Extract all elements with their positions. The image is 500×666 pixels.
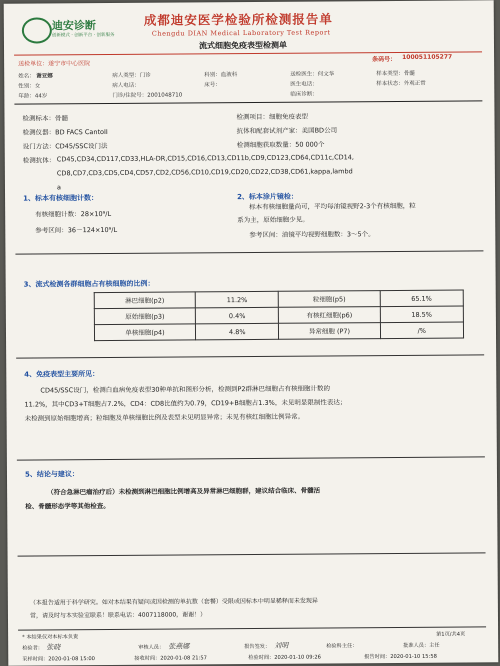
cells-acquired: 检测细胞获取数量：50 000个 (236, 140, 325, 150)
finding-line2: 11.2%，其中CD3+T细胞占7.2%，CD4：CD8比值约为0.79，CD19+B细胞占1.3%，未见明显限制性表达； (24, 398, 347, 409)
hospital: 送检单位：遂宁市中心医院 (18, 60, 91, 68)
divider-4 (18, 552, 486, 556)
reviewer-signature: 张燕娜 (168, 642, 190, 651)
report-subtitle: 流式细胞免疫表型检测单 (198, 40, 288, 51)
section1-title: 1、标本有核细胞计数： (23, 194, 98, 203)
barcode-label: 条码号： (372, 55, 397, 64)
divider-3 (17, 456, 485, 460)
divider-1 (15, 250, 483, 254)
test-instrument: 检测仪器：BD FACS CantoII (22, 127, 108, 137)
brand-logo (22, 15, 132, 44)
department: 科别：血液科 (204, 72, 238, 79)
table-cell: 原始细胞(p3) (94, 308, 195, 325)
smear-line2: 系为主，原始细胞少见。 (237, 215, 309, 225)
disclaimer-line1: （本报告适用于科学研究。如对本结果有疑问或因检测的单抗数（套餐）受限或因标本中明显稀释而未发现异 (29, 597, 318, 607)
brand-logo-mark (22, 17, 52, 43)
table-cell: 65.1% (380, 290, 464, 307)
table-cell: 0.4% (195, 307, 279, 324)
approver-label: 报告签发： (244, 643, 271, 651)
lab-director: 检验科主任： (326, 643, 358, 650)
brand-name: 迪安诊断 (51, 19, 96, 33)
conclusion-line1: （符合急淋巴瘤治疗后）未检测到淋巴细胞比例增高及异常淋巴细胞群，建议结合临床、骨髓活 (47, 486, 321, 497)
report-paper (4, 0, 499, 665)
clinical-diagnosis: 临床诊断： (290, 91, 318, 98)
table-row (94, 322, 463, 341)
section3-title: 3、流式检测各群细胞占有核细胞的比例： (23, 279, 155, 289)
bed-no: 床号： (204, 82, 221, 89)
brand-slogan: 创新模式 · 创新平台 · 创新服务 (51, 32, 115, 39)
test-time: 检验时间：2020-01-10 09:26 (248, 654, 321, 662)
name-label: 姓名： (18, 73, 35, 80)
table-cell: 淋巴细胞(p2) (94, 292, 195, 309)
test-sample: 检测标本：骨髓 (22, 114, 69, 123)
section4-title: 4、免疫表型主要所见： (24, 370, 100, 379)
divider-2 (16, 354, 484, 358)
markers-line1: CD45,CD34,CD117,CD33,HLA-DR,CD15,CD16,CD13,CD11b,CD9,CD123,CD64,CD11c,CD14, (56, 153, 354, 164)
barcode-value: 100051105277 (402, 53, 453, 61)
report-time: 报告时间：2020-01-10 15:58 (364, 653, 437, 661)
report-title-en: Chengdu DIAN Medical Laboratory Test Report (151, 28, 331, 38)
section2-title: 2、标本涂片镜检： (237, 192, 298, 202)
table-cell: 11.2% (195, 291, 279, 308)
table-cell: /% (380, 322, 464, 339)
table-cell: 18.5% (380, 306, 464, 323)
finding-line1: CD45/SSC设门，检测白血病免疫表型30种单抗和图形分析，检测到P2群淋巴细胞占有核细胞计数的 (40, 384, 331, 395)
footer-note: * 本结果仅对本标本负责 (22, 634, 79, 641)
markers-line3: a (56, 183, 61, 192)
cell-ratio-table (94, 290, 464, 342)
patient-type: 病人类型：门诊 (112, 72, 151, 79)
smear-line1: 标本有核细胞量尚可，平均每油镜视野2-3个有核细胞，粒 (249, 201, 416, 212)
table-cell: 粒细胞(p5) (279, 291, 380, 308)
tester-signature: 张晓 (46, 643, 61, 652)
approver-title: 批准人员：主任 (403, 642, 440, 649)
table-cell: 单核细胞(p4) (94, 324, 195, 341)
age: 年龄：44岁 (18, 93, 48, 100)
table-cell: 有核红细胞(p6) (279, 307, 380, 324)
approver-signature: 刘明 (274, 641, 289, 650)
test-gating: 设门方法：CD45/SSC设门法 (22, 141, 108, 151)
disclaimer-line2: 常，请及时与本实验室联系！联系电话：4007118000，谢谢！） (29, 611, 207, 620)
name-value: 谢亚娜 (36, 73, 53, 80)
divider-5 (18, 626, 486, 630)
markers-line2: CD8,CD7,CD3,CD5,CD4,CD57,CD2,CD56,CD10,CD19,CD20,CD22,CD38,CD61,kappa,lambd (56, 167, 353, 178)
patient-phone: 病人电话： (112, 82, 140, 89)
report-title: 成都迪安医学检验所检测报告单 (143, 11, 333, 28)
reviewer-label: 审核人员： (138, 644, 165, 651)
collect-time: 采样时间：2020-01-08 15:00 (22, 656, 95, 663)
finding-line3: 未检测到原始细胞增高；粒细胞及单核细胞比例及表型未见明显异常；未见有核红细胞比例异常。 (24, 412, 305, 423)
receive-time: 接收时间：2020-01-08 21:57 (134, 655, 207, 662)
sample-type: 样本类型：骨髓 (376, 70, 415, 78)
table-cell: 异常细胞 (P7) (279, 323, 380, 340)
cell-count: 有核细胞计数：28×10⁹/L (35, 209, 112, 219)
table-cell: 4.8% (195, 323, 279, 340)
test-reagent: 抗体和配套试剂产家：美国BD公司 (236, 126, 338, 136)
section5-title: 5、结论与建议： (24, 470, 79, 479)
outpatient-no: 门诊/住院号：2001048710 (112, 92, 183, 99)
test-project: 检测项目：细胞免疫表型 (236, 112, 309, 122)
header-divider (14, 100, 482, 104)
doctor-phone: 医生电话： (290, 81, 318, 88)
markers-label: 检测抗体： (22, 156, 56, 165)
conclusion-line2: 检、骨髓形态学等其他检查。 (25, 501, 110, 511)
sample-status: 样本状态：外观正常 (376, 80, 426, 88)
page-number: 第1页/共4页 (436, 631, 466, 638)
cell-count-ref: 参考区间：36－124×10⁹/L (35, 225, 118, 235)
gender: 性别：女 (18, 83, 41, 90)
sender-doctor: 送检医生：何文华 (290, 71, 335, 78)
smear-ref: 参考区间：油镜平均视野细胞数：3～5个。 (249, 230, 375, 240)
tester-label: 检验者： (22, 645, 43, 652)
